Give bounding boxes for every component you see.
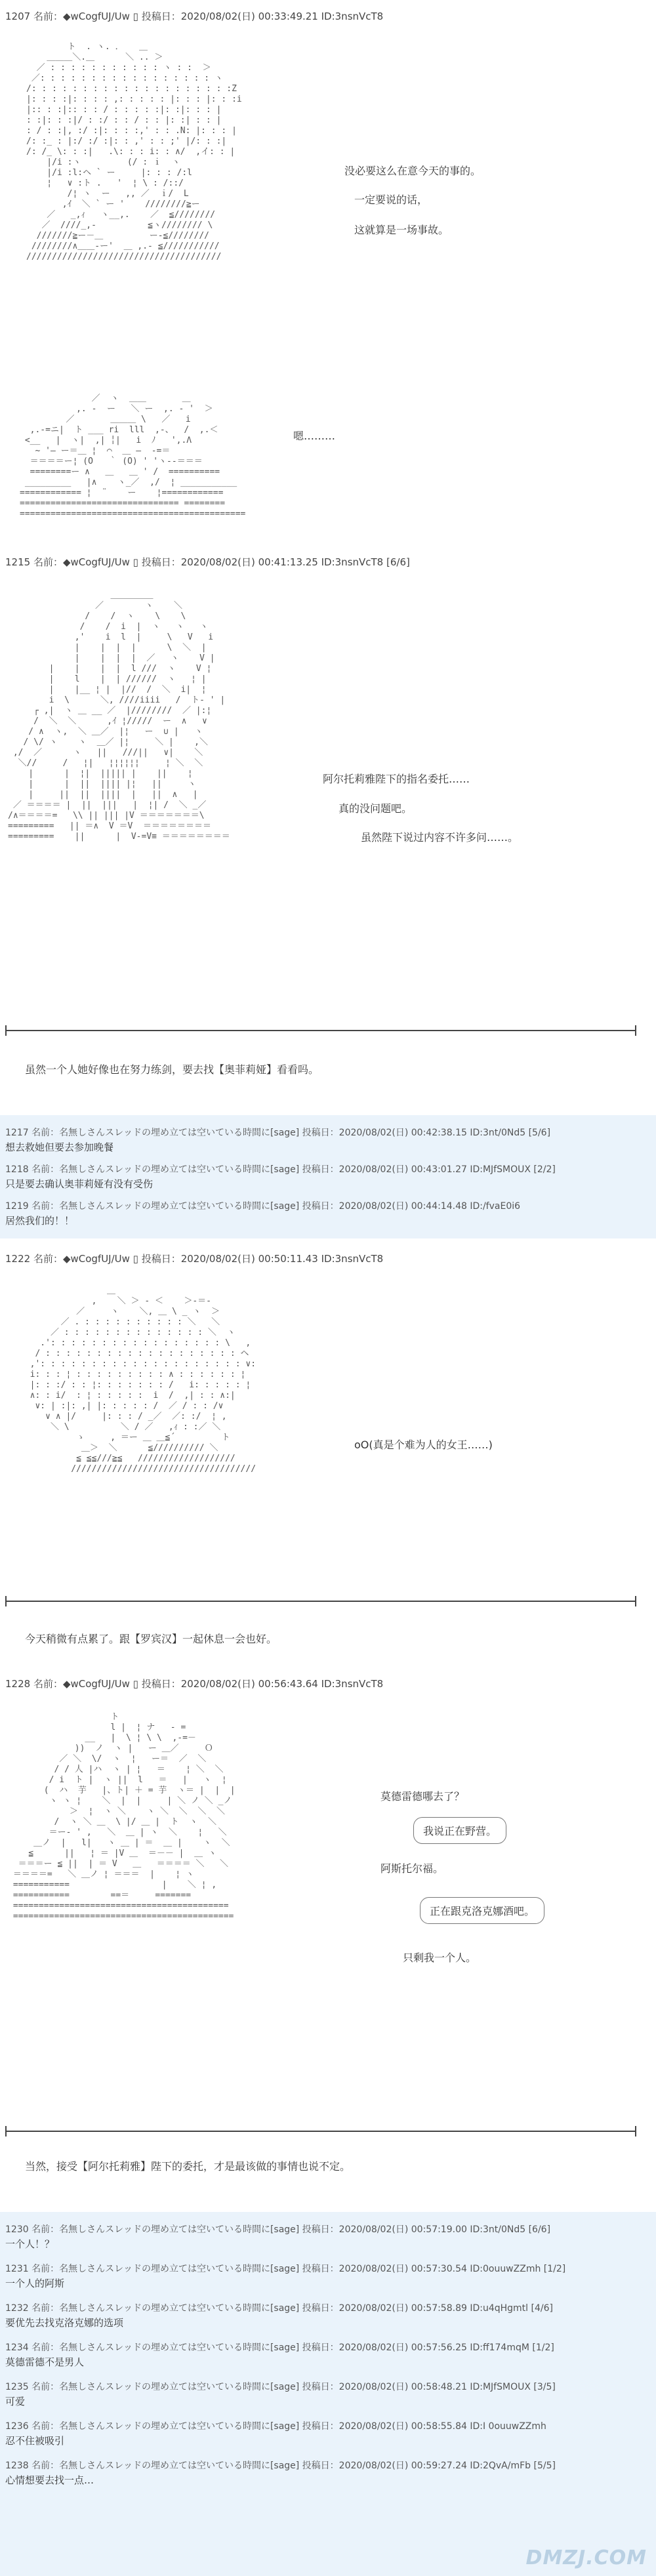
reply-meta: 1235 名前：名無しさんスレッドの埋め立ては空いている時間に[sage] 投稿日：2020/08/02(日) 00:58:48.21 ID:MJfSMOUX [3/5] — [5, 2382, 556, 2392]
reply-block — [0, 1115, 656, 1238]
section-divider — [5, 2131, 636, 2132]
reply-body: 只是要去确认奥菲莉娅有没有受伤 — [5, 1178, 154, 1190]
site-watermark: DMZJ.COM — [525, 2546, 647, 2569]
dialog-line: 真的没问题吧。 — [338, 802, 413, 815]
ascii-art-figure: ト . ヽ. ． ＿ ＿＿＿＼.＿ ＼ .. ＞ ／ : : : : : : : : : : : ヽ : : ＞ ／: : : : : : : : : : : : : : : : : ヽ /: : : : : : : : : : : : : : : : : : : :Z |: : : :|: : : : ,: : : : : |: : : |: : :i |:: : :|:: : : / : : : : :|: :|: : : | : :|: : :|/ : :/ : : / : : |: :| : : | : / : :|, :/ :|: : : :,' : : .N: |: : : | /: :_ : |:/ :/ :|: : ,' : : ;' |/: : :| /: /_ \: : :| .\: : : i: : ∧/ ,イ: : | |/i :ヽ (/ : ｉ ヽ |/i :l:ヘ ` ー |: : : /:l ¦ ∨ :ト . ' ¦ \ : /::/ /¦ ヽ ー ,, ／ ｉ/ L ,ｲ ＼ ` ー ' ////////≧ー ／ _,ｨ ヽ__,. ／ ≦//////// ／ ////_,- ≦ヽ//////// \ ///////≧ー－＿ ー-≦//////// ////////∧＿＿-ー' ＿ ,.- ≦/////////// ////////////////////////////////////// — [26, 42, 242, 262]
reply-meta: 1230 名前：名無しさんスレッドの埋め立ては空いている時間に[sage] 投稿日：2020/08/02(日) 00:57:19.00 ID:3nt/0Nd5 [6/6] — [5, 2224, 551, 2235]
reply-body: 忍不住被吸引 — [5, 2435, 65, 2447]
reply-body: 居然我们的！！ — [5, 1215, 75, 1227]
ascii-art-figure: ト l | ¦ ナ - = __ | \ ¦ \ \ ,-=－ )) ノ ヽ | ー ＿／ Ｏ ／ ＼ \/ ヽ ¦ ー＝ ／ ＼ / / 人 |ハ ヽ | ¦ ＝ ¦ ＼ ＼ / i ト | ヽ || l ＝ | ヽ ¦ ( ハ 芋 |、ト| ＋ = 芋 ヽ＝ | | | ヽ ヽ ¦ ＼ | | | ＼ ノ ＼ _ノ ＞ ¦ ヽ ＼ ヽ ＼ ＼ ＼ ＼ / ヽ ＼ ＿ \ |/ ＿ | ト ヽ ＼ ＝ー‐ ' , ＼ ＿ | ヽ ＼ ¦ ＼ ＿ノ | l| ヽ ＿ | ＝ ＿ | ヽ ＼ ≦ || ¦ ＝ |V ＿ ＝－－ | ＿ ヽ ＝＝＝ー ≦ || | ＝ V ＿ ＝＝＝＝ ＼ ＼ ＝＝＝＝= ＼ ＿ノ ¦ ＝＝＝ | ¦ ヽ =========== | ＼ ¦ , =========== ==＝ ======= ========================================== =========================================== — [12, 1712, 236, 1921]
reply-body: 想去救她但要去参加晚餐 — [5, 1141, 114, 1153]
ascii-art-figure: ＿ , ＼ ＞ - ＜ ＞-＝- ／ ヽ ＼, ＿ \ _ ヽ ＞ ／ . : : : : : : : : : : ＼ ＼ ／ : : : : : : : : : : : : : : ＼ ヽ .': : : : : : : : : : : : : : : : : \ , / : : : : : : : : : : : : : : : : : : : ヘ ,': : : : : : : : : : : : : : : : : : : : ∨: i: : : ¦ : : : : : : : : : ∧ : : : : : : ¦ |: : :/ : : ¦: : : : : : : / i: : : : : ¦ ∧: : i/ : ¦ : : : : : i / ,| : : ∧:| ∨: | :|: ,| |: : : : : / ／ / : : /∨ ∨ ∧ |/ |: : : / _／ ／: :/ ¦ , ＼ \ ＼ / ／ ,ｨ : :／ ＼ ゝ , ＝ー ＿ ＿≦´ ト ＿＞ ＼ ≦////////// ＼ ≦ ≦≦///≧≦ /////////////////// //////////////////////////////////// — [30, 1286, 256, 1474]
section-divider — [5, 1030, 636, 1031]
reply-meta: 1218 名前：名無しさんスレッドの埋め立ては空いている時間に[sage] 投稿日：2020/08/02(日) 00:43:01.27 ID:MJfSMOUX [2/2] — [5, 1164, 556, 1175]
dialog-line: 阿斯托尔福。 — [380, 1862, 444, 1875]
post-header: 1215 名前：◆wCogfUJ/Uw ▯ 投稿日：2020/08/02(日) 00:41:13.25 ID:3nsnVcT8 [6/6] — [5, 556, 410, 568]
post-header: 1207 名前：◆wCogfUJ/Uw ▯ 投稿日：2020/08/02(日) 00:33:49.21 ID:3nsnVcT8 — [5, 10, 384, 22]
reply-body: 心情想要去找一点… — [5, 2474, 94, 2486]
dialog-line: 莫德雷德哪去了？ — [380, 1790, 465, 1803]
speech-bubble: 正在跟克洛克娜酒吧。 — [420, 1897, 544, 1924]
reply-body: 一个人！？ — [5, 2238, 55, 2250]
dialog-line: 虽然陛下说过内容不许多问……。 — [361, 831, 519, 844]
reply-meta: 1238 名前：名無しさんスレッドの埋め立ては空いている時間に[sage] 投稿日：2020/08/02(日) 00:59:27.24 ID:2QvA/mFb [5/5] — [5, 2461, 556, 2471]
narration-text: 虽然一个人她好像也在努力练剑，要去找【奥菲莉娅】看看吗。 — [25, 1063, 319, 1076]
dialog-line: 只剩我一个人。 — [403, 1952, 477, 1964]
reply-block — [0, 2212, 656, 2576]
reply-meta: 1219 名前：名無しさんスレッドの埋め立ては空いている時間に[sage] 投稿日：2020/08/02(日) 00:44:14.48 ID:/fvaE0i6 — [5, 1201, 521, 1212]
speech-bubble: 我说正在野营。 — [413, 1817, 506, 1844]
post-header: 1222 名前：◆wCogfUJ/Uw ▯ 投稿日：2020/08/02(日) 00:50:11.43 ID:3nsnVcT8 — [5, 1253, 384, 1265]
ascii-art-figure: ／ ヽ ＿＿ ＿ ,. ‐ ー ＼ ー ,. ‐ ' ＞ ／ ＿＿＿ \ ／ i ,.-=ニ| ト ___ ri lll ,-、 / ,.＜ <__ | ヽ| ,| ╎| i ﾉ ',.Λ ~ '― ー＝＿ ¦ ⌒ ＿ ― -=＝ ＝＝＝＝ー¦ (O ｀ (O) ' 'ヽ--＝＝＝ ========ー ∧ ＿ ＿ ' / ========== _________ |∧ ヽ_／ ,/ ¦ ___________ ============ ¦ ¨ ー ¦============ =============================== ======== ============================================ — [20, 394, 246, 519]
dialog-line: 阿尔托莉雅陛下的指名委托…… — [323, 773, 470, 785]
reply-meta: 1232 名前：名無しさんスレッドの埋め立ては空いている時間に[sage] 投稿日：2020/08/02(日) 00:57:58.89 ID:u4qHgmtl [4/6] — [5, 2303, 553, 2314]
reply-meta: 1231 名前：名無しさんスレッドの埋め立ては空いている時間に[sage] 投稿日：2020/08/02(日) 00:57:30.54 ID:0ouuwZZmh [1/2] — [5, 2264, 566, 2274]
reply-body: 莫德雷德不是男人 — [5, 2356, 85, 2368]
narration-text: 今天稍微有点累了。跟【罗宾汉】一起休息一会也好。 — [25, 1633, 277, 1645]
reply-body: 可爱 — [5, 2396, 26, 2407]
dialog-line: 这就算是一场事故。 — [354, 224, 449, 236]
reply-meta: 1236 名前：名無しさんスレッドの埋め立ては空いている時間に[sage] 投稿日：2020/08/02(日) 00:58:55.84 ID:I 0ouuwZZmh — [5, 2421, 546, 2432]
dialog-line: oO(真是个难为人的女王……) — [354, 1439, 493, 1451]
ascii-art-figure: ＿＿＿＿＿ ／ ヽ ＼ / / ヽ \ \ / / i | ヽ ヽ ヽ ,' i l | \ V i | | | | \ ＼ | | | | | ／ ヽ V | | | | | l /// ヽ V ¦ | l | | ////// ヽ ¦ | | |__ ¦ | |// / ＼ i| ¦ i \ ＼, ////iiii / ト- ' | ┌ ,| ヽ ＿ __ ／ |//////// ／ |:¦ / ＼ ＼ ,ｲ ¦///// ー ∧ ∨ / ∧ ヽ, ＼ ＿／ |¦ ー ∪ | ヽ / \/ ヽ ヽ ＿／ |¦ ＼ | ,＼ ,/ ／ ヽ || ///|| ∨| ＼ ＼// / ¦| ¦¦¦¦¦¦ ¦ ＼ ＼ | | ¦| ||||| | || ¦ | | || |||| |¦ || ヽ | || || |||| | || ∧ | ／ ＝＝＝＝ | || ||| | ¦| / ＼ _／ /∧＝＝＝＝= \\ || ||| |V ＝＝＝＝＝＝＝\ ========= || ＝∧ V ＝V ＝＝＝＝＝＝＝＝ ========= || | V-=V≡ ＝＝＝＝＝＝＝＝ — [8, 590, 230, 842]
section-divider — [5, 1601, 636, 1602]
dialog-line: 嗯……… — [293, 430, 336, 442]
reply-body: 要优先去找克洛克娜的选项 — [5, 2317, 124, 2329]
dialog-line: 一定要说的话， — [354, 194, 428, 206]
reply-meta: 1234 名前：名無しさんスレッドの埋め立ては空いている時間に[sage] 投稿日：2020/08/02(日) 00:57:56.25 ID:ff174mqM [1/2] — [5, 2342, 554, 2353]
narration-text: 当然，接受【阿尔托莉雅】陛下的委托，才是最该做的事情也说不定。 — [25, 2160, 351, 2173]
dialog-line: 没必要这么在意今天的事的。 — [344, 165, 482, 177]
post-header: 1228 名前：◆wCogfUJ/Uw ▯ 投稿日：2020/08/02(日) 00:56:43.64 ID:3nsnVcT8 — [5, 1678, 384, 1690]
reply-body: 一个人的阿斯 — [5, 2278, 65, 2289]
reply-meta: 1217 名前：名無しさんスレッドの埋め立ては空いている時間に[sage] 投稿日：2020/08/02(日) 00:42:38.15 ID:3nt/0Nd5 [5/6] — [5, 1128, 551, 1138]
